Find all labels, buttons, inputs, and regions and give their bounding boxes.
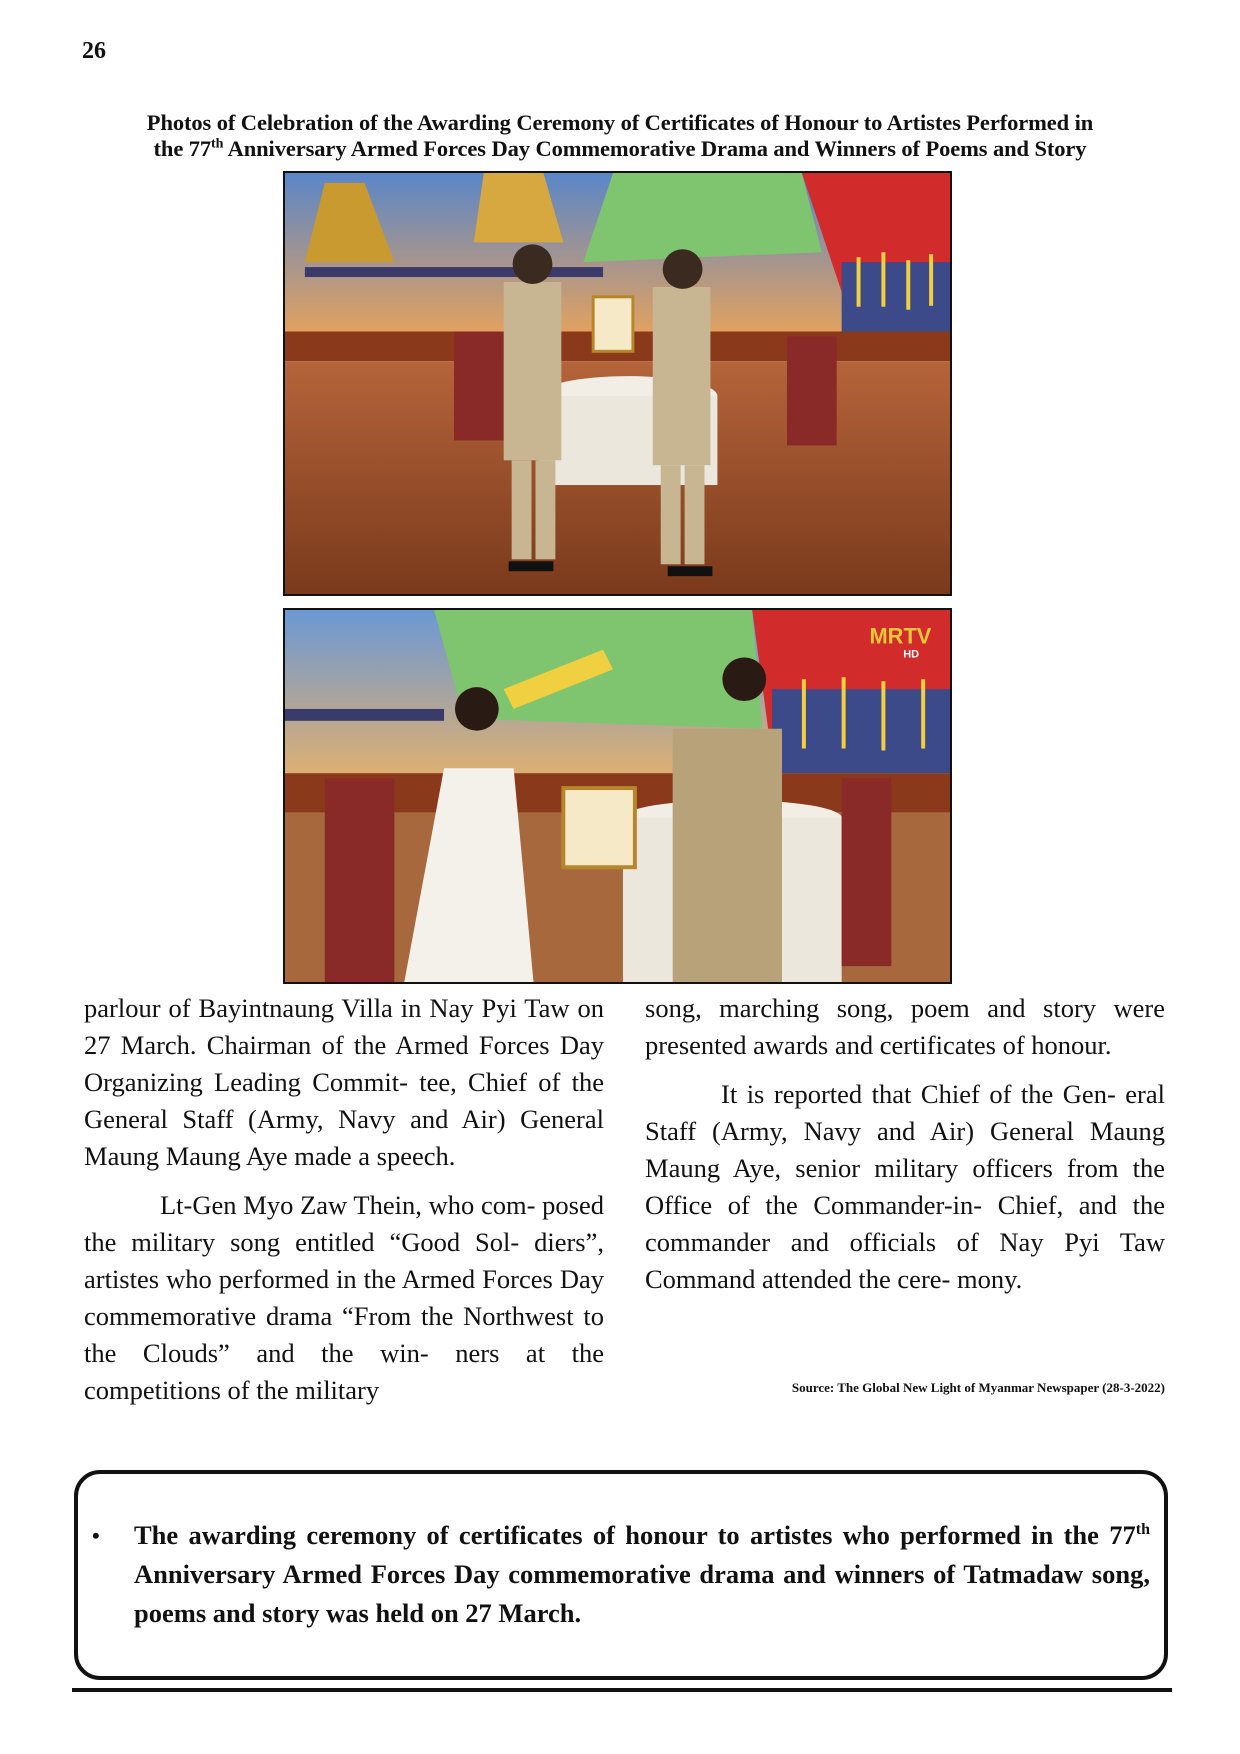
right-paragraph-2: It is reported that Chief of the Gen- eral Staff (Army, Navy and Air) General Maung Maung Aye, senior military officers from the Office of the Commander-in- Chief, and the commander and officials of Nay Pyi Taw Command attended the cere- mony. bbox=[645, 1079, 1165, 1294]
title-line-1: Photos of Celebration of the Awarding Ceremony of Certificates of Honour to Artistes Performed in bbox=[146, 110, 1094, 135]
title-line-2-pre: the 77 bbox=[153, 136, 212, 161]
right-column bbox=[645, 990, 1165, 1310]
ceremony-photo-2 bbox=[283, 608, 952, 984]
title-line-2-post: Anniversary Armed Forces Day Commemorative Drama and Winners of Poems and Story bbox=[223, 136, 1087, 161]
left-paragraph-1: parlour of Bayintnaung Villa in Nay Pyi Taw on 27 March. Chairman of the Armed Forces Day Organizing Leading Commit- tee, Chief of the General Staff (Army, Navy and Air) General Maung Maung Aye made a speech. bbox=[84, 993, 604, 1171]
ceremony-photo-1 bbox=[283, 171, 952, 596]
summary-superscript: th bbox=[1135, 1521, 1150, 1539]
source-citation: Source: The Global New Light of Myanmar Newspaper (28-3-2022) bbox=[791, 1380, 1165, 1395]
page-title bbox=[70, 110, 1170, 162]
page-number: 26 bbox=[82, 38, 106, 64]
title-line-2 bbox=[70, 136, 1170, 162]
ceremony-photo-1-image bbox=[285, 173, 950, 594]
left-paragraph-2: Lt-Gen Myo Zaw Thein, who com- posed the military song entitled “Good Sol- diers”, artistes who performed in the Armed Forces Day commemorative drama “From the Northwest to the Clouds” and the win- ners at the competitions of the military bbox=[84, 1190, 604, 1405]
mrtv-hd-mark: HD bbox=[903, 648, 920, 661]
bullet-icon: • bbox=[92, 1523, 100, 1548]
summary-box bbox=[74, 1470, 1168, 1680]
title-superscript: th bbox=[211, 136, 224, 152]
right-paragraph-1: song, marching song, poem and story were presented awards and certificates of honour. bbox=[645, 993, 1165, 1060]
left-column bbox=[84, 990, 604, 1421]
bottom-rule bbox=[72, 1688, 1172, 1692]
summary-text-post: Anniversary Armed Forces Day commemorative drama and winners of Tatmadaw song, poems and story was held on 27 March. bbox=[134, 1559, 1150, 1628]
summary-item bbox=[92, 1516, 1150, 1633]
summary-text-pre: The awarding ceremony of certificates of honour to artistes who performed in the 77 bbox=[134, 1520, 1136, 1550]
ceremony-photo-2-image bbox=[285, 610, 950, 982]
mrtv-watermark: MRTV bbox=[869, 623, 932, 649]
